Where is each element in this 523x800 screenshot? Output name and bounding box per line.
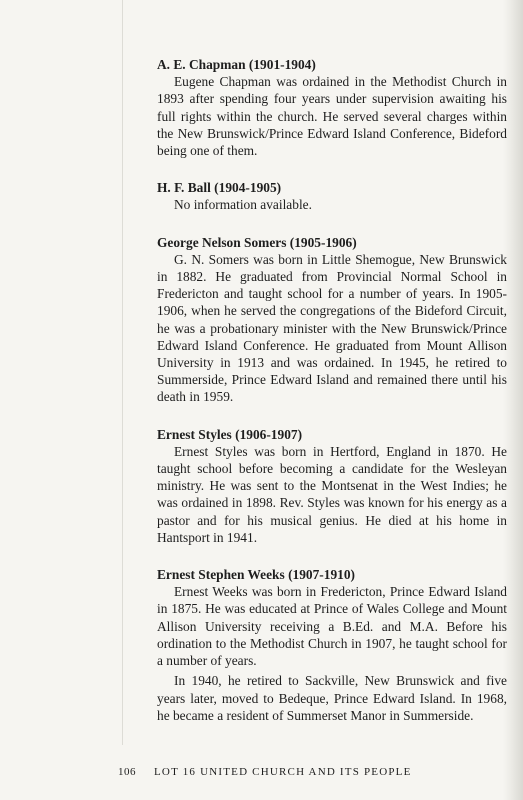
entry-paragraph: Eugene Chapman was ordained in the Methodist Church in 1893 after spending four years under supervision awaiting his full rights within the church. He served several charges within the New Brunswick/Prince Edward Island Conference, Bideford being one of them. <box>157 74 507 159</box>
entry-chapman <box>157 56 507 159</box>
entry-paragraph: In 1940, he retired to Sackville, New Brunswick and five years later, moved to Bedeque, Prince Edward Island. In 1968, he became a resident of Summerset Manor in Summerside. <box>157 673 507 723</box>
entry-paragraph: Ernest Styles was born in Hertford, England in 1870. He taught school before becoming a candidate for the Wesleyan ministry. He was sent to the Montsenat in the West Indies; he was ordained in 1898. Rev. Styles was known for his energy as a pastor and for his musical genius. He died at his home in Hantsport in 1941. <box>157 443 507 545</box>
entry-paragraph: Ernest Weeks was born in Fredericton, Prince Edward Island in 1875. He was educated at Prince of Wales College and Mount Allison University receiving a B.Ed. and M.A. Before his ordination to the Methodist Church in 1907, he taught school for a number of years. <box>157 584 507 669</box>
entry-heading: H. F. Ball (1904-1905) <box>157 180 282 196</box>
entry-somers <box>157 234 507 406</box>
entry-paragraph: No information available. <box>174 197 312 213</box>
entry-styles <box>157 426 507 546</box>
entry-weeks <box>157 566 507 724</box>
page-number: 106 <box>118 766 136 778</box>
entry-heading: George Nelson Somers (1905-1906) <box>157 234 357 250</box>
entry-heading: Ernest Styles (1906-1907) <box>157 426 303 442</box>
page-gutter-line <box>122 0 123 745</box>
entry-heading: A. E. Chapman (1901-1904) <box>157 57 316 72</box>
page-body <box>157 56 507 744</box>
entry-heading: Ernest Stephen Weeks (1907-1910) <box>157 567 356 583</box>
running-title: LOT 16 UNITED CHURCH AND ITS PEOPLE <box>154 766 412 778</box>
entry-paragraph: G. N. Somers was born in Little Shemogue, New Brunswick in 1882. He graduated from Provincial Normal School in Fredericton and taught school for a number of years. In 1905-1906, when he served the congregations of the Bideford Circuit, he was a probationary minister with the New Brunswick/Prince Edward Island Conference. He graduated from Mount Allison University in 1913 and was ordained. In 1945, he retired to Summerside, Prince Edward Island and remained there until his death in 1959. <box>157 251 507 405</box>
entry-ball <box>157 179 507 213</box>
page-footer <box>118 766 412 778</box>
